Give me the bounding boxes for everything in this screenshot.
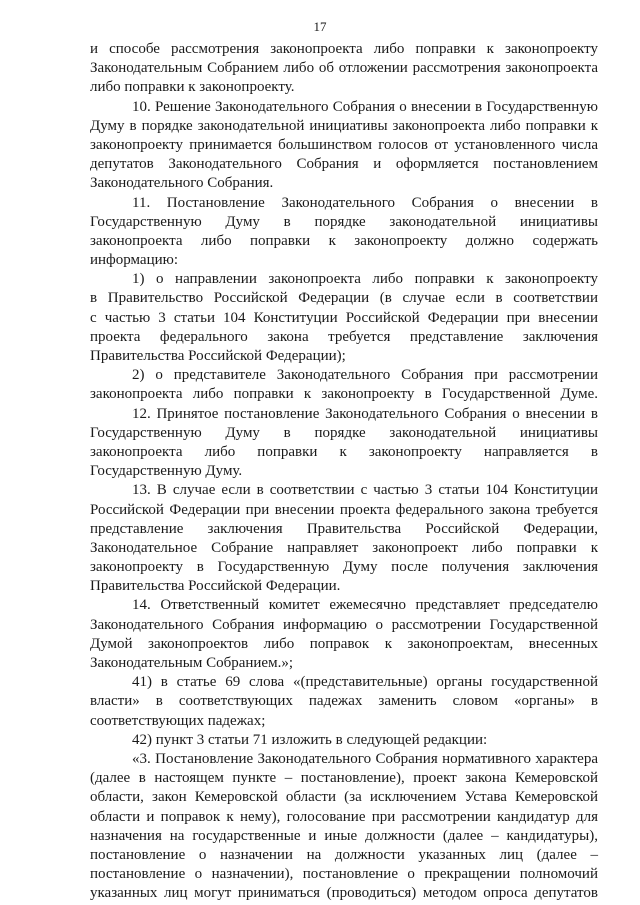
text-line: 11. Постановление Законодательного Собрания о внесении в (132, 194, 598, 211)
text-line: законопроекту в Государственную Думу после получения заключения (90, 559, 598, 576)
text-line: законопроекта либо поправки к законопроекту должно содержать (90, 232, 598, 249)
text-line: 14. Ответственный комитет ежемесячно представляет председателю (132, 597, 598, 614)
text-line: постановление о назначении), постановление о прекращении полномочий (90, 866, 598, 883)
text-line: Законодательного Собрания. (90, 175, 274, 192)
text-line: Законодательным Собранием.»; (90, 655, 293, 671)
text-line: постановление о назначении на должности указанных лиц (далее – (90, 846, 598, 863)
text-line: 41) в статье 69 слова «(представительные) органы государственной (132, 674, 598, 691)
text-line: Государственную Думу. (90, 463, 243, 480)
text-line: Правительства Российской Федерации); (90, 348, 346, 364)
text-line: и способе рассмотрения законопроекта либо поправки к законопроекту (90, 41, 598, 57)
text-line: в Правительство Российской Федерации (в случае если в соответствии (90, 290, 598, 307)
text-line: законопроекта либо поправки к законопроекту направляется в (90, 443, 598, 460)
text-line: Российской Федерации при внесении проекта федерального закона требуется (90, 501, 598, 518)
text-line: Законодательным Собранием либо об отложении рассмотрения законопроекта (90, 60, 598, 77)
text-line: представление заключения Правительства Российской Федерации, (90, 520, 598, 537)
text-line: 10. Решение Законодательного Собрания о внесении в Государственную (132, 98, 598, 115)
text-line: Законодательного Собрания информацию о рассмотрении Государственной (90, 616, 598, 633)
text-line: Думой законопроектов либо поправок к законопроектам, внесенных (90, 635, 598, 652)
text-line: Правительства Российской Федерации. (90, 578, 341, 595)
text-line: Законодательное Собрание направляет законопроект либо поправки к (90, 539, 598, 556)
text-line: Государственную Думу в порядке законодательной инициативы (90, 213, 598, 230)
text-line: информацию: (90, 252, 179, 269)
text-line: 1) о направлении законопроекта либо поправки к законопроекту (132, 271, 598, 288)
text-line: либо поправки к законопроекту. (90, 79, 295, 96)
text-line: «3. Постановление Законодательного Собрания нормативного характера (132, 750, 598, 767)
text-line: области и поправок к нему), голосование при рассмотрении кандидатур для (90, 808, 598, 825)
text-line: законопроекта либо поправки к законопроекту в Государственной Думе. (90, 386, 598, 403)
text-line: 42) пункт 3 статьи 71 изложить в следующей редакции: (132, 731, 488, 748)
text-line: области, закон Кемеровской области (за исключением Устава Кемеровской (90, 789, 598, 806)
text-line: депутатов Законодательного Собрания и оформляется постановлением (90, 156, 598, 173)
text-line: законопроекту принимается большинством голосов от установленного числа (90, 136, 598, 153)
text-line: с частью 3 статьи 104 Конституции Российской Федерации при внесении (90, 309, 598, 326)
text-line: 2) о представителе Законодательного Собрания при рассмотрении (132, 367, 598, 384)
text-line: проекта федерального закона требуется представление заключения (90, 328, 598, 345)
text-line: Думу в порядке законодательной инициативы законопроекта либо поправки к (90, 117, 598, 134)
text-line: (далее в настоящем пункте – постановление), проект закона Кемеровской (90, 770, 598, 787)
text-line: 13. В случае если в соответствии с частью 3 статьи 104 Конституции (132, 482, 598, 499)
text-line: Государственную Думу в порядке законодательной инициативы (90, 424, 598, 441)
text-line: соответствующих падежах; (90, 712, 266, 729)
text-line: 12. Принятое постановление Законодательного Собрания о внесении в (132, 405, 598, 422)
text-line: власти» в соответствующих падежах заменить словом «органы» в (90, 693, 598, 710)
text-line: указанных лиц могут приниматься (проводиться) методом опроса депутатов (90, 885, 598, 902)
page-number: 17 (313, 19, 327, 34)
document-body (90, 40, 598, 903)
text-line: назначения на государственные и иные должности (далее – кандидатуры), (90, 827, 598, 844)
